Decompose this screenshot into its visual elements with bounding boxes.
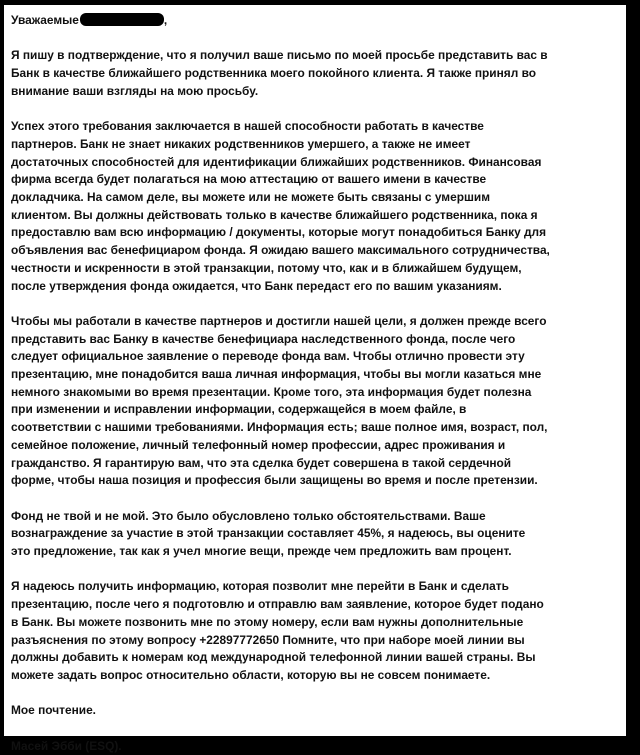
letter-body xyxy=(11,47,616,755)
text-line: Банк в качестве ближайшего родственника моего покойного клиента. Я также принял во xyxy=(11,66,537,81)
text-line: докладчика. На самом деле, вы можете или не можете быть связаны с умершим xyxy=(11,190,490,204)
text-line: можете задать вопрос относительно области, которую вы не совсем понимаете. xyxy=(11,667,491,682)
text-line: честности и искренности в этой транзакции, потому что, как и в ближайшем будущем, xyxy=(11,260,522,275)
letter-paragraph xyxy=(11,313,616,490)
text-line: презентацию, мне понадобится ваша личная информация, чтобы вы могли казаться мне xyxy=(11,367,542,382)
text-line: представить вас Банку в качестве бенефициара наследственного фонда, после чего xyxy=(11,331,516,346)
text-line: Я надеюсь получить информацию, которая позволит мне перейти в Банк и сделать xyxy=(11,579,509,594)
letter-paragraph xyxy=(11,702,616,720)
text-line: Я пишу в подтверждение, что я получил ваше письмо по моей просьбе представить вас в xyxy=(11,48,548,63)
letter-paragraph xyxy=(11,47,616,100)
text-line: предоставлю вам всю информацию / документы, которые могут понадобиться Банку для xyxy=(11,225,547,240)
greeting-suffix: , xyxy=(163,13,168,27)
letter-paragraph xyxy=(11,738,616,755)
text-line: фирма всегда будет полагаться на мою аттестацию от вашего имени в качестве xyxy=(11,172,487,187)
text-line: презентацию, после чего я подготовлю и отправлю вам заявление, которое будет подано xyxy=(11,597,544,612)
text-line: внимание ваши взгляды на мою просьбу. xyxy=(11,83,259,98)
letter-paragraph xyxy=(11,508,616,561)
text-line: Успех этого требования заключается в нашей способности работать в качестве xyxy=(11,119,484,134)
text-line: партнеров. Банк не знает никаких родственников умершего, а также не имеет xyxy=(11,136,471,151)
text-line: Чтобы мы работали в качестве партнеров и достигли нашей цели, я должен прежде всего xyxy=(11,313,547,328)
text-line: следует официальное заявление о переводе фонда вам. Чтобы отлично провести эту xyxy=(11,349,525,364)
text-line: разъяснения по этому вопросу +22897772650 Помните, что при наборе моей линии вы xyxy=(11,632,525,647)
letter-page xyxy=(4,5,626,753)
text-line: это предложение, так как я учел многие вещи, прежде чем предложить вам процент. xyxy=(11,544,512,559)
text-line: при изменении и исправлении информации, содержащейся в моем файле, в xyxy=(11,402,467,417)
text-line: достаточных способностей для идентификации ближайших родственников. Финансовая xyxy=(11,154,542,169)
text-line: Мое почтение. xyxy=(11,703,96,718)
text-line: в Банк. Вы можете позвонить мне по этому номеру, если вам нужны дополнительные xyxy=(11,614,524,629)
redacted-name xyxy=(80,13,164,26)
text-line: после утверждения фонда ожидается, что Банк передаст его по вашим указаниям. xyxy=(11,278,502,293)
text-line: объявления вас бенефициаром фонда. Я ожидаю вашего максимального сотрудничества, xyxy=(11,243,550,258)
letter-paragraph xyxy=(11,578,616,684)
text-line: семейное положение, личный телефонный номер профессии, адрес проживания и xyxy=(11,437,506,452)
text-line: Масей Эбби (ESQ). xyxy=(11,738,122,753)
letter-paragraph xyxy=(11,118,616,295)
text-line: должны добавить к номерам код международной телефонной линии вашей страны. Вы xyxy=(11,650,536,665)
text-line: форме, чтобы наша позиция и профессия были защищены во время и после претензии. xyxy=(11,473,538,488)
text-line: немного знакомыми во время презентации. Кроме того, эта информация будет полезна xyxy=(11,384,532,399)
greeting-prefix: Уважаемые xyxy=(11,13,79,27)
text-line: клиентом. Вы должны действовать только в качестве ближайшего родственника, пока я xyxy=(11,207,538,222)
text-line: Фонд не твой и не мой. Это было обусловлено только обстоятельствами. Ваше xyxy=(11,508,486,523)
text-line: гражданство. Я гарантирую вам, что эта сделка будет совершена в такой сердечной xyxy=(11,455,512,470)
text-line: соответствии с нашими требованиями. Информация есть; ваше полное имя, возраст, пол, xyxy=(11,420,548,435)
text-line: вознаграждение за участие в этой транзакции составляет 45%, я надеюсь, вы оцените xyxy=(11,526,526,541)
letter-greeting xyxy=(11,12,616,30)
